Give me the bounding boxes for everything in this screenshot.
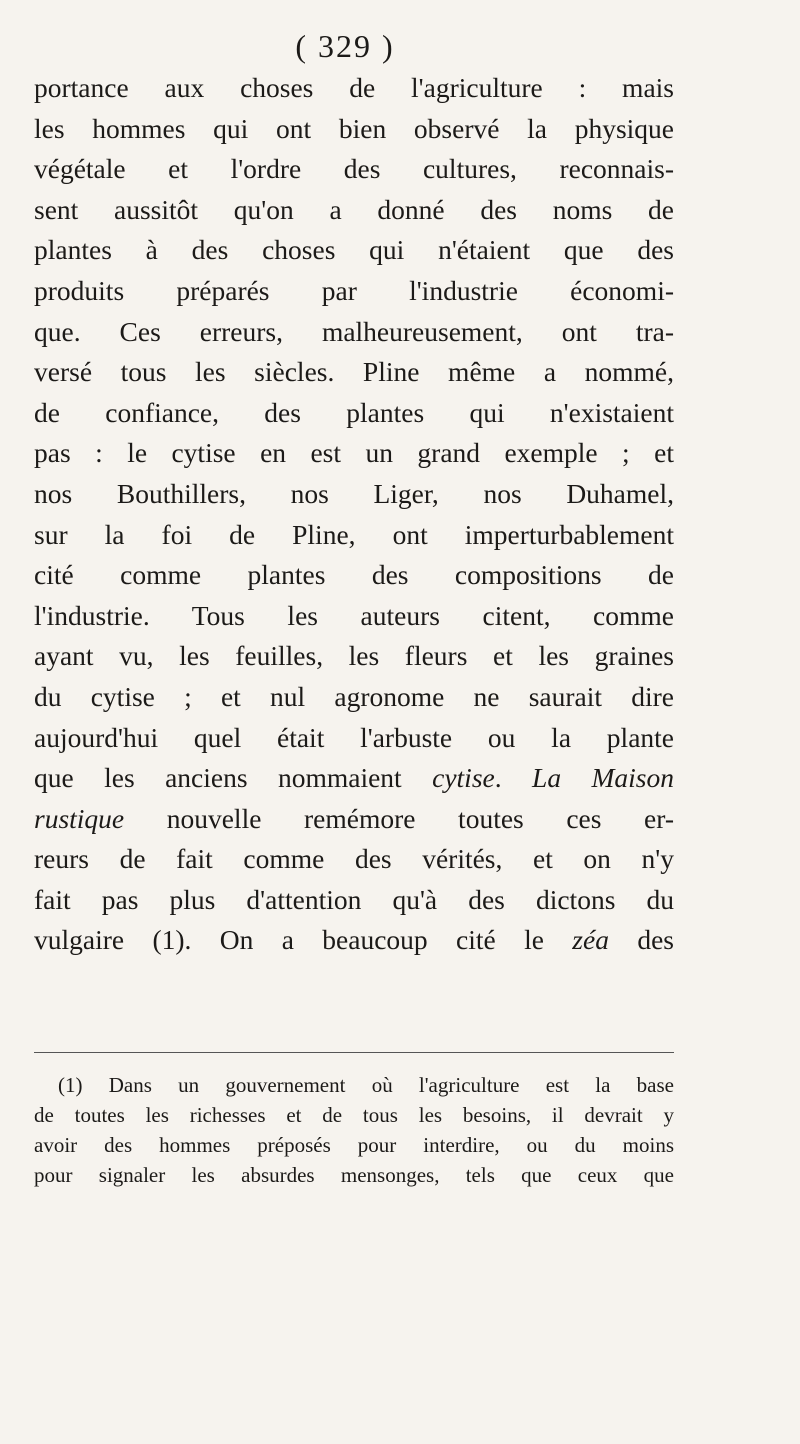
footnote-line: avoir des hommes préposés pour interdire, ou du moins — [34, 1133, 674, 1157]
italic-title-la-maison: La Maison — [532, 762, 674, 794]
footnote-line: (1) Dans un gouvernement où l'agriculture est la base — [58, 1073, 674, 1097]
footnote-line: pour signaler les absurdes mensonges, tels que ceux que — [34, 1163, 674, 1187]
footnote — [34, 1070, 674, 1190]
text-line: reurs de fait comme des vérités, et on n'y — [34, 843, 674, 875]
text-line: l'industrie. Tous les auteurs citent, comme — [34, 599, 674, 631]
text-segment: des — [608, 924, 674, 956]
main-paragraph — [34, 68, 674, 961]
text-segment: . — [494, 762, 533, 794]
text-line: de confiance, des plantes qui n'existaient — [34, 396, 674, 428]
text-line: versé tous les siècles. Pline même a nommé, — [34, 356, 674, 388]
text-line: aujourd'hui quel était l'arbuste ou la plante — [34, 721, 674, 753]
page-number: ( 329 ) — [295, 28, 395, 64]
italic-title-rustique: rustique — [34, 802, 125, 834]
text-line: fait pas plus d'attention qu'à des dictons du — [34, 883, 674, 915]
text-segment: nouvelle remémore toutes ces er- — [124, 802, 674, 834]
italic-word-cytise: cytise — [432, 762, 495, 794]
text-line: sur la foi de Pline, ont imperturbablement — [34, 518, 674, 550]
text-line: nos Bouthillers, nos Liger, nos Duhamel, — [34, 477, 674, 509]
text-line: que. Ces erreurs, malheureusement, ont tra- — [34, 315, 674, 347]
text-line — [34, 799, 674, 840]
text-line — [34, 920, 674, 961]
text-line: du cytise ; et nul agronome ne saurait dire — [34, 680, 674, 712]
text-segment: que les anciens nommaient — [34, 762, 433, 794]
footnote-divider — [34, 1052, 674, 1053]
text-line: plantes à des choses qui n'étaient que des — [34, 234, 674, 266]
text-line: végétale et l'ordre des cultures, reconnais- — [34, 153, 674, 185]
footnote-line: de toutes les richesses et de tous les besoins, il devrait y — [34, 1103, 674, 1127]
text-segment: vulgaire (1). On a beaucoup cité le — [34, 924, 573, 956]
text-line — [34, 758, 674, 799]
text-line: les hommes qui ont bien observé la physique — [34, 112, 674, 144]
text-line: cité comme plantes des compositions de — [34, 559, 674, 591]
text-line: sent aussitôt qu'on a donné des noms de — [34, 193, 674, 225]
text-line: pas : le cytise en est un grand exemple ; et — [34, 437, 674, 469]
text-line: produits préparés par l'industrie économi- — [34, 274, 674, 306]
italic-word-zea: zéa — [572, 924, 609, 956]
text-line: portance aux choses de l'agriculture : mais — [34, 72, 674, 103]
text-line: ayant vu, les feuilles, les fleurs et les graines — [34, 640, 674, 672]
